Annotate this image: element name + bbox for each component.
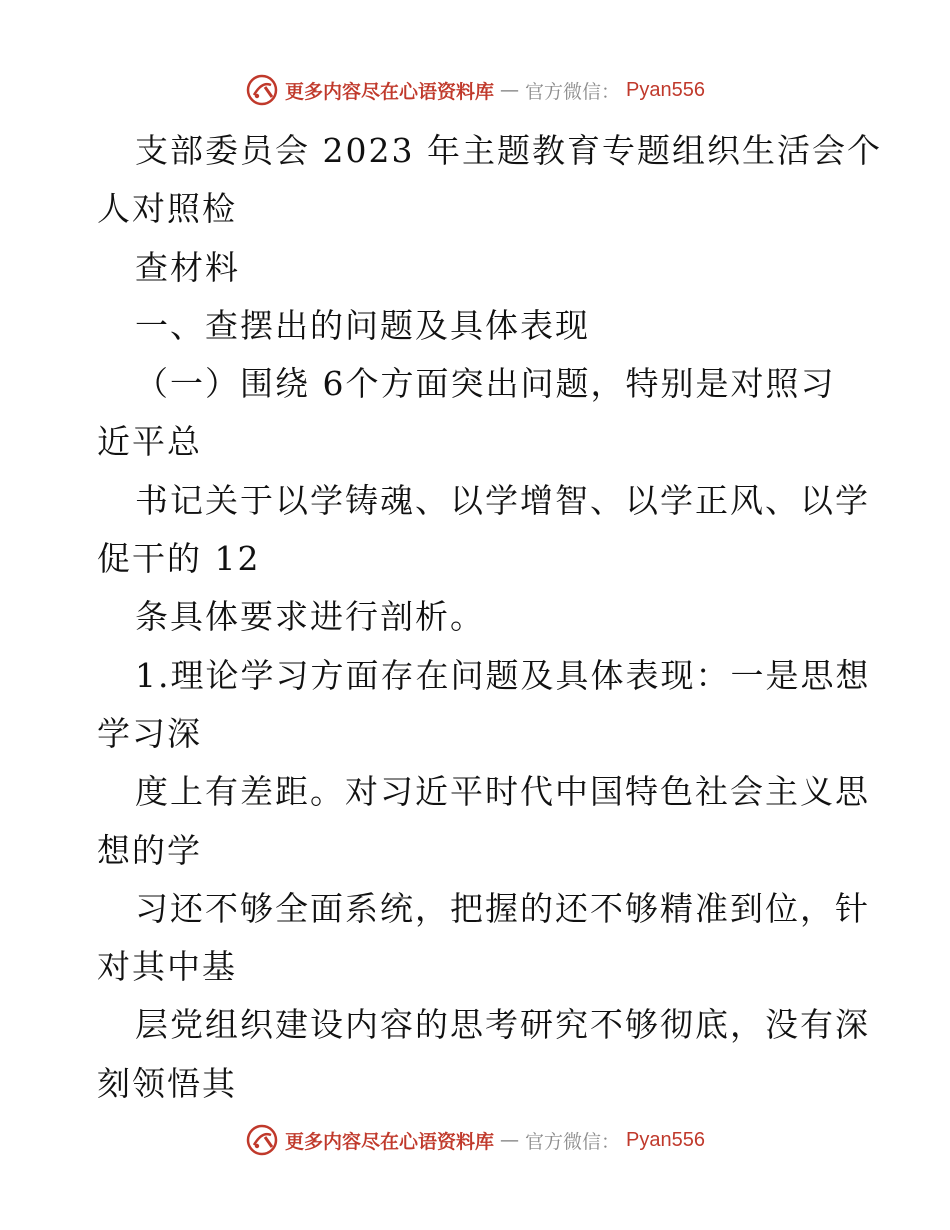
brand-logo-icon bbox=[245, 73, 279, 107]
banner-wechat-id: Pyan556 bbox=[626, 78, 705, 101]
text-line: 1.理论学习方面存在问题及具体表现：一是思想 bbox=[135, 655, 871, 695]
banner-separator: — bbox=[500, 1129, 520, 1151]
text-line: 支部委员会 2023 年主题教育专题组织生活会个 bbox=[135, 131, 882, 170]
text-line: 书记关于以学铸魂、以学增智、以学正风、以学 bbox=[135, 480, 870, 520]
banner-site-text: 更多内容尽在心语资料库 bbox=[285, 80, 495, 103]
header-banner bbox=[0, 70, 950, 110]
text-line: 习还不够全面系统，把握的还不够精准到位，针 bbox=[135, 888, 870, 928]
brand-logo-icon bbox=[245, 1123, 279, 1157]
text-line: 刻领悟其 bbox=[97, 1063, 237, 1103]
text-line: 条具体要求进行剖析。 bbox=[135, 597, 485, 637]
banner-site-text: 更多内容尽在心语资料库 bbox=[285, 1130, 495, 1153]
banner-wechat-label: 官方微信： bbox=[525, 1130, 621, 1153]
document-body bbox=[97, 122, 882, 1113]
subsection-heading: （一）围绕 6个方面突出问题，特别是对照习 bbox=[135, 364, 836, 404]
text-line: 人对照检 bbox=[97, 189, 237, 229]
footer-banner bbox=[0, 1120, 950, 1160]
text-line: 近平总 bbox=[97, 422, 202, 462]
banner-wechat-label: 官方微信： bbox=[525, 80, 621, 103]
text-line: 对其中基 bbox=[97, 947, 237, 987]
text-line: 层党组织建设内容的思考研究不够彻底，没有深 bbox=[135, 1005, 870, 1045]
text-line: 学习深 bbox=[97, 713, 202, 753]
text-line: 度上有差距。对习近平时代中国特色社会主义思 bbox=[135, 772, 870, 812]
section-heading: 一、查摆出的问题及具体表现 bbox=[135, 305, 590, 345]
text-line: 想的学 bbox=[97, 830, 202, 870]
text-line: 查材料 bbox=[135, 247, 240, 287]
banner-wechat-id: Pyan556 bbox=[626, 1128, 705, 1151]
text-line: 促干的 12 bbox=[97, 539, 261, 579]
banner-separator: — bbox=[500, 79, 520, 101]
